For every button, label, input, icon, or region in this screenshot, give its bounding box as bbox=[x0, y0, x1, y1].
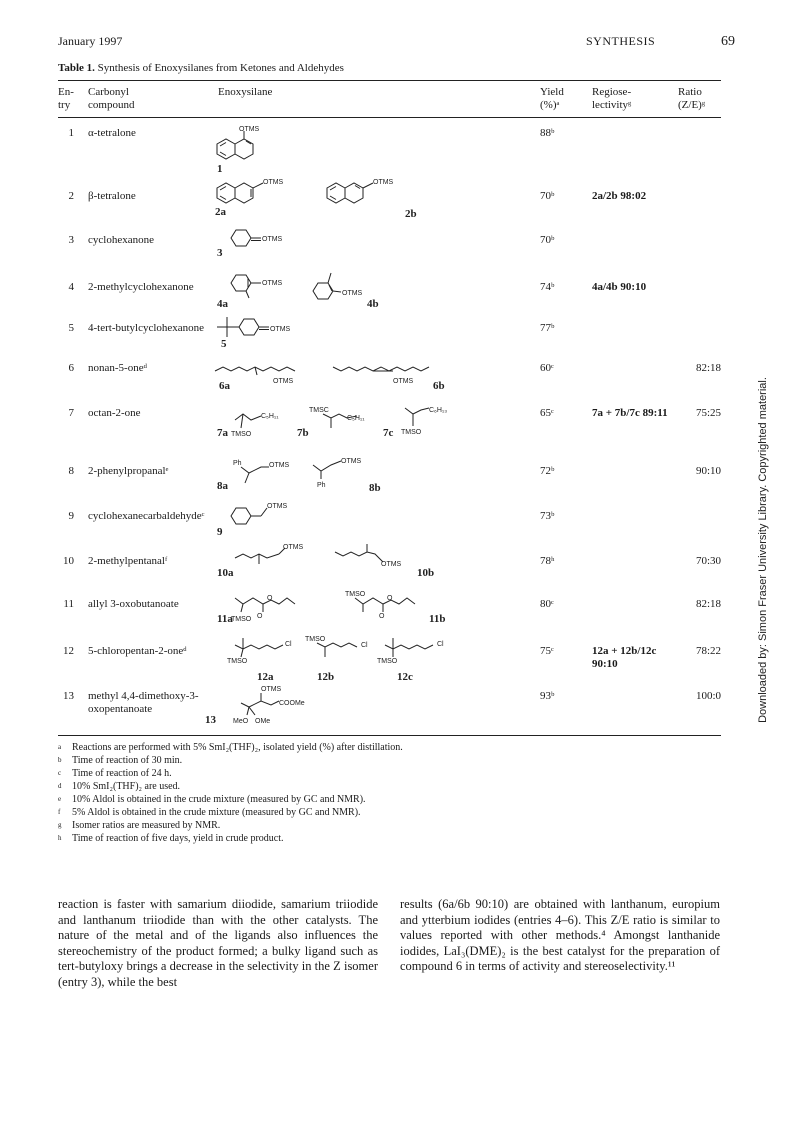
issue-date: January 1997 bbox=[58, 34, 123, 48]
footnote bbox=[58, 819, 721, 832]
footnote-text: Time of reaction of 24 h. bbox=[72, 768, 172, 779]
compound-label: 11b bbox=[429, 613, 446, 625]
carbonyl-compound: 2-methylpentanalᶠ bbox=[88, 555, 168, 567]
otms-label: OTMS bbox=[262, 280, 283, 287]
footnote-mark: f bbox=[58, 808, 61, 816]
yield-value: 77ᵇ bbox=[540, 322, 555, 334]
footnote-mark: b bbox=[58, 756, 62, 764]
journal-name: SYNTHESIS bbox=[586, 34, 656, 48]
footnote-text: Isomer ratios are measured by NMR. bbox=[72, 820, 221, 831]
tmsc-label: TMSC bbox=[309, 407, 329, 414]
col-header-entry-line1: En- bbox=[58, 86, 74, 98]
structure-1 bbox=[205, 122, 275, 174]
compound-label: 6a bbox=[219, 380, 230, 392]
col-header-ratio bbox=[678, 86, 705, 112]
oxygen-label: O bbox=[257, 613, 263, 620]
carbonyl-compound: 2-methylcyclohexanone bbox=[88, 281, 194, 293]
compound-label: 7c bbox=[383, 427, 394, 439]
yield-value: 74ᵇ bbox=[540, 281, 555, 293]
meo-label: MeO bbox=[233, 718, 249, 725]
footnote bbox=[58, 754, 721, 767]
entry-number: 11 bbox=[63, 598, 74, 610]
compound-label: 2a bbox=[215, 206, 226, 218]
table-caption-label: Table 1. bbox=[58, 62, 95, 74]
yield-value: 80ᶜ bbox=[540, 598, 554, 610]
footnote-mark: g bbox=[58, 821, 62, 829]
carbonyl-compound: allyl 3-oxobutanoate bbox=[88, 598, 179, 610]
structure-9 bbox=[205, 498, 315, 540]
ph-label: Ph bbox=[233, 460, 242, 467]
otms-label: OTMS bbox=[283, 544, 304, 551]
entry-number: 3 bbox=[68, 234, 74, 246]
compound-label: 9 bbox=[217, 526, 223, 538]
compound-label: 4a bbox=[217, 298, 228, 310]
carbonyl-compound: octan-2-one bbox=[88, 407, 141, 419]
carbonyl-compound: cyclohexanecarbaldehydeᶜ bbox=[88, 510, 205, 522]
compound-label: 10a bbox=[217, 567, 234, 579]
table-header-rule bbox=[58, 117, 721, 118]
col-header-enoxysilane: Enoxysilane bbox=[218, 86, 273, 98]
structure-4a-4b bbox=[205, 268, 405, 310]
compound-label: 1 bbox=[217, 163, 223, 175]
footnote-text: Time of reaction of 30 min. bbox=[72, 755, 183, 766]
yield-value: 70ᵇ bbox=[540, 234, 555, 246]
compound-label: 12a bbox=[257, 671, 274, 683]
structure-2a-2b bbox=[205, 175, 435, 220]
table-bottom-rule bbox=[58, 735, 721, 736]
footnote bbox=[58, 767, 721, 780]
running-head bbox=[58, 34, 735, 50]
compound-label: 4b bbox=[367, 298, 379, 310]
compound-label: 11a bbox=[217, 613, 233, 625]
entry-number: 9 bbox=[68, 510, 74, 522]
tmso-label: TMSO bbox=[227, 658, 248, 665]
entry-number: 13 bbox=[63, 690, 74, 702]
footnote-mark: a bbox=[58, 743, 62, 751]
entry-number: 8 bbox=[68, 465, 74, 477]
col-header-ratio-line2: (Z/E)ᵍ bbox=[678, 99, 706, 111]
otms-label: OTMS bbox=[270, 326, 291, 333]
structure-7a-7b-7c bbox=[205, 400, 480, 442]
carbonyl-compound: methyl 4,4-dimethoxy-3-oxopentanoate bbox=[88, 690, 199, 715]
ratio-value: 100:0 bbox=[695, 690, 721, 702]
table-caption bbox=[58, 62, 344, 74]
col-header-ratio-line1: Ratio bbox=[678, 86, 702, 98]
yield-value: 73ᵇ bbox=[540, 510, 555, 522]
yield-value: 70ᵇ bbox=[540, 190, 555, 202]
structure-10a-10b bbox=[205, 540, 455, 582]
footnote-text: Reactions are performed with 5% SmI₂(THF)₂, isolated yield (%) after distillation. bbox=[72, 742, 403, 753]
entry-number: 7 bbox=[68, 407, 74, 419]
structure-6a-6b bbox=[205, 355, 465, 395]
carbonyl-compound: nonan-5-oneᵈ bbox=[88, 362, 148, 374]
footnote-mark: h bbox=[58, 834, 62, 842]
ratio-value: 78:22 bbox=[695, 645, 721, 657]
otms-label: OTMS bbox=[341, 458, 362, 465]
otms-label: OTMS bbox=[393, 378, 414, 385]
oxygen-label: O bbox=[387, 595, 393, 602]
footnote bbox=[58, 793, 721, 806]
footnote-text: 10% SmI₂(THF)₂ are used. bbox=[72, 781, 181, 792]
otms-label: OTMS bbox=[269, 462, 290, 469]
carbonyl-compound: 2-phenylpropanalᵉ bbox=[88, 465, 169, 477]
tmso-label: TMSO bbox=[231, 616, 252, 623]
col-header-carbonyl-line2: compound bbox=[88, 99, 135, 111]
footnote bbox=[58, 741, 721, 754]
entry-number: 1 bbox=[68, 127, 74, 139]
footnote-text: Time of reaction of five days, yield in crude product. bbox=[72, 833, 284, 844]
otms-label: OTMS bbox=[381, 561, 402, 568]
entry-number: 4 bbox=[68, 281, 74, 293]
footnote bbox=[58, 780, 721, 793]
regioselectivity-value: 7a + 7b/7c 89:11 bbox=[592, 407, 668, 419]
regioselectivity-value: 2a/2b 98:02 bbox=[592, 190, 647, 202]
col-header-regioselectivity bbox=[592, 86, 631, 112]
ratio-value: 90:10 bbox=[695, 465, 721, 477]
carbonyl-compound: α-tetralone bbox=[88, 127, 136, 139]
otms-label: OTMS bbox=[273, 378, 294, 385]
yield-value: 72ᵇ bbox=[540, 465, 555, 477]
otms-label: OTMS bbox=[373, 179, 394, 186]
otms-label: OTMS bbox=[261, 686, 282, 693]
c5h11-label: C₅H₁₁ bbox=[261, 413, 279, 420]
compound-label: 2b bbox=[405, 208, 417, 220]
structure-5 bbox=[205, 313, 345, 351]
ratio-value: 82:18 bbox=[695, 598, 721, 610]
carbonyl-compound: cyclohexanone bbox=[88, 234, 154, 246]
footnote-mark: c bbox=[58, 769, 62, 777]
col-header-yield-line2: (%)ᵃ bbox=[540, 99, 560, 111]
table-footnotes bbox=[58, 741, 721, 845]
col-header-carbonyl bbox=[88, 86, 134, 112]
footnote-text: 5% Aldol is obtained in the crude mixture (measured by GC and NMR). bbox=[72, 807, 361, 818]
col-header-carbonyl-line1: Carbonyl bbox=[88, 86, 129, 98]
compound-label: 12c bbox=[397, 671, 413, 683]
oxygen-label: O bbox=[379, 613, 385, 620]
coome-label: COOMe bbox=[279, 700, 305, 707]
footnote-mark: e bbox=[58, 795, 62, 803]
col-header-regio-line2: lectivityᵍ bbox=[592, 99, 632, 111]
carbonyl-compound: 5-chloropentan-2-oneᵈ bbox=[88, 645, 187, 657]
entry-number: 12 bbox=[63, 645, 74, 657]
download-watermark bbox=[757, 377, 769, 723]
ratio-value: 75:25 bbox=[695, 407, 721, 419]
c5h11-label: C₅H₁₁ bbox=[347, 415, 365, 422]
table-caption-text: Synthesis of Enoxysilanes from Ketones and Aldehydes bbox=[94, 62, 344, 74]
yield-value: 78ʰ bbox=[540, 555, 555, 567]
ratio-value: 70:30 bbox=[695, 555, 721, 567]
yield-value: 65ᶜ bbox=[540, 407, 554, 419]
chlorine-label: Cl bbox=[361, 642, 368, 649]
entry-number: 5 bbox=[68, 322, 74, 334]
compound-label: 3 bbox=[217, 247, 223, 259]
compound-label: 8b bbox=[369, 482, 381, 494]
body-text-left-column: reaction is faster with samarium diiodide, samarium triiodide and lanthanum triiodide than with the other catalysts. The nature of the metal and of the ligands also influences the stereochemistry of the product formed; a bulky ligand such as tert-butyloxy brings a decrease in the selectivity in the Z isomer (entry 3), while the best bbox=[58, 897, 378, 989]
download-watermark-text: Downloaded by: Simon Fraser University Library. Copyrighted material. bbox=[757, 377, 769, 723]
tmso-label: TMSO bbox=[231, 431, 252, 438]
entry-number: 6 bbox=[68, 362, 74, 374]
otms-label: OTMS bbox=[263, 179, 284, 186]
tmso-label: TMSO bbox=[377, 658, 398, 665]
structure-12a-12b-12c bbox=[205, 633, 480, 683]
structure-3 bbox=[205, 225, 315, 260]
compound-label: 6b bbox=[433, 380, 445, 392]
col-header-regio-line1: Regiose- bbox=[592, 86, 632, 98]
col-header-yield bbox=[540, 86, 564, 112]
tmso-label: TMSO bbox=[401, 429, 422, 436]
page-number: 69 bbox=[721, 34, 735, 49]
yield-value: 60ᶜ bbox=[540, 362, 554, 374]
ph-label: Ph bbox=[317, 482, 326, 489]
col-header-entry-line2: try bbox=[58, 99, 71, 111]
carbonyl-compound: β-tetralone bbox=[88, 190, 136, 202]
oxygen-label: O bbox=[267, 595, 273, 602]
compound-label: 7b bbox=[297, 427, 309, 439]
structure-13 bbox=[205, 683, 325, 727]
otms-label: OTMS bbox=[239, 126, 260, 133]
otms-label: OTMS bbox=[342, 290, 363, 297]
regioselectivity-value: 12a + 12b/12c 90:10 bbox=[592, 645, 657, 670]
otms-label: OTMS bbox=[262, 236, 283, 243]
footnote-mark: d bbox=[58, 782, 62, 790]
tmso-label: TMSO bbox=[305, 636, 326, 643]
tmso-label: TMSO bbox=[345, 591, 366, 598]
compound-label: 5 bbox=[221, 338, 227, 350]
structure-8a-8b bbox=[205, 453, 405, 495]
compound-label: 13 bbox=[205, 714, 216, 726]
compound-label: 8a bbox=[217, 480, 228, 492]
regioselectivity-value: 4a/4b 90:10 bbox=[592, 281, 647, 293]
chlorine-label: Cl bbox=[285, 641, 292, 648]
footnote-text: 10% Aldol is obtained in the crude mixture (measured by GC and NMR). bbox=[72, 794, 366, 805]
c6h13-label: C₆H₁₃ bbox=[429, 407, 448, 414]
structure-11a-11b bbox=[205, 588, 465, 628]
footnote bbox=[58, 806, 721, 819]
compound-label: 10b bbox=[417, 567, 435, 579]
compound-label: 7a bbox=[217, 427, 228, 439]
col-header-yield-line1: Yield bbox=[540, 86, 564, 98]
carbonyl-compound: 4-tert-butylcyclohexanone bbox=[88, 322, 205, 334]
yield-value: 75ᶜ bbox=[540, 645, 554, 657]
body-text-right-column: results (6a/6b 90:10) are obtained with lanthanum, europium and ytterbium iodides (entries 4–6). This Z/E ratio is similar to values reported with other methods.⁴ Amongst lanthanide iodides, LaI₃(DME)₂ is the best catalyst for the preparation of compound 6 in terms of activity and stereoselectivity.¹¹ bbox=[400, 897, 720, 973]
ratio-value: 82:18 bbox=[695, 362, 721, 374]
chlorine-label: Cl bbox=[437, 641, 444, 648]
footnote bbox=[58, 832, 721, 845]
col-header-entry bbox=[58, 86, 74, 112]
compound-label: 12b bbox=[317, 671, 335, 683]
yield-value: 88ᵇ bbox=[540, 127, 555, 139]
table-top-rule bbox=[58, 80, 721, 81]
otms-label: OTMS bbox=[267, 503, 288, 510]
entry-number: 2 bbox=[68, 190, 74, 202]
yield-value: 93ᵇ bbox=[540, 690, 555, 702]
ome-label: OMe bbox=[255, 718, 271, 725]
entry-number: 10 bbox=[63, 555, 74, 567]
